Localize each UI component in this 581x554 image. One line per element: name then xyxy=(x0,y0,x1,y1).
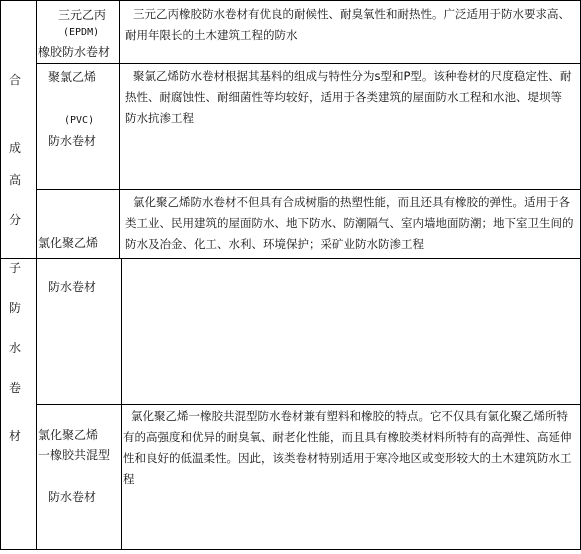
material-description: 氯化聚乙烯防水卷材不但具有合成树脂的热塑性能，而且还具有橡胶的弹性。适用于各类工业、民用建筑的屋面防水、地下防水、防潮隔气、室内墙地面防潮；地下室卫生间的防水及冶金、化工、水利、环境保护；采矿业防水防渗工程 xyxy=(125,195,574,251)
row-divider-1 xyxy=(36,63,580,64)
category-label-char: 水 xyxy=(8,341,21,355)
material-name-line: 一橡胶共混型 xyxy=(38,448,111,462)
name-column-divider-upper xyxy=(119,0,120,259)
row-divider-4 xyxy=(36,404,580,405)
table-border-top xyxy=(0,0,581,1)
table-border-left xyxy=(0,0,1,550)
category-column-divider xyxy=(36,0,37,550)
material-name-line: (EPDM) xyxy=(63,27,100,38)
row-divider-2 xyxy=(36,189,580,190)
material-name-line: 橡胶防水卷材 xyxy=(38,45,111,59)
name-column-divider-lower xyxy=(121,258,122,550)
material-name-line: 氯化聚乙烯 xyxy=(38,428,99,442)
material-name-line: 防水卷材 xyxy=(48,490,97,504)
material-name-line: 氯化聚乙烯 xyxy=(38,236,99,250)
category-label-char: 成 xyxy=(8,141,21,155)
material-name-line: 防水卷材 xyxy=(48,134,97,148)
table-border-bottom xyxy=(0,549,581,550)
category-label-char: 分 xyxy=(8,213,21,227)
category-label-char: 合 xyxy=(8,73,21,87)
material-description: 三元乙丙橡胶防水卷材有优良的耐候性、耐臭氧性和耐热性。广泛适用于防水要求高、耐用年限长的土木建筑工程的防水 xyxy=(125,7,570,42)
material-name-line: 聚氯乙烯 xyxy=(48,70,97,84)
material-name-line: 防水卷材 xyxy=(48,280,97,294)
category-label-char: 防 xyxy=(8,301,21,315)
material-name-line: 三元乙丙 xyxy=(58,8,107,22)
material-name-line: (PVC) xyxy=(64,115,95,126)
category-label-char: 卷 xyxy=(8,381,21,395)
category-label-char: 子 xyxy=(8,261,21,275)
category-label-char: 材 xyxy=(8,429,21,443)
material-description: 氯化聚乙烯一橡胶共混型防水卷材兼有塑料和橡胶的特点。它不仅具有氯化聚乙烯所特有的高强度和优异的耐臭氧、耐老化性能，而且具有橡胶类材料所特有的高弹性、高延伸性和良好的低温柔性。因此，该类卷材特别适用于寒冷地区或变形较大的土木建筑防水工程 xyxy=(123,409,572,486)
category-label-char: 高 xyxy=(8,173,21,187)
material-description: 聚氯乙烯防水卷材根据其基料的组成与特性分为s型和P型。该种卷材的尺度稳定性、耐热性、耐腐蚀性、耐细菌性等均较好，适用于各类建筑的屋面防水工程和水池、堤坝等防水抗渗工程 xyxy=(125,69,572,125)
row-divider-3 xyxy=(0,258,581,259)
